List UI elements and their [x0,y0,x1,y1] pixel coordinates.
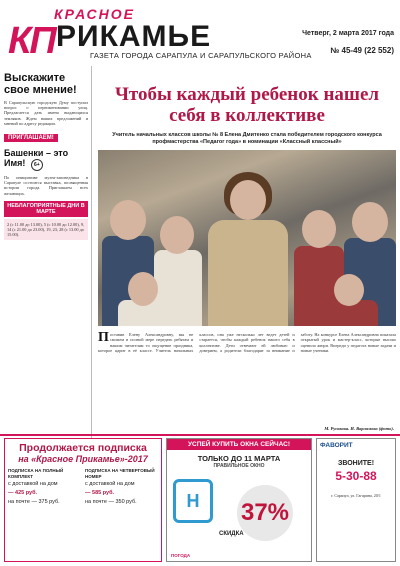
call-label: ЗВОНИТЕ! [337,460,375,467]
issue-date: Четверг, 2 марта 2017 года [302,30,394,37]
bashni-title: Башенки – это Имя! [4,148,69,169]
unfavorable-days-text: 2 (с 11.00 до 13.00), 5 (с 10.00 до 12.00), 9, 14 (с 21.00 до 23.00), 19, 23, 28 (с 13.00 до 15.00). [4,219,88,241]
bashni-heading[interactable] [4,148,88,171]
invite-badge: ПРИГЛАШАЕМ! [4,134,58,142]
child-face [334,274,364,306]
masthead [0,0,400,62]
advert-address: г. Сарапул, ул. Гагарина, 20/1 [331,493,381,498]
option-line: с доставкой на дом [8,481,58,487]
windows-advert[interactable] [166,438,312,562]
logo-letters: КП [8,20,55,62]
option-line: с доставкой на дом [85,481,135,487]
subscription-option-thursday[interactable] [85,468,158,506]
discount-label: СКИДКА [219,531,244,537]
teacher-face [230,180,266,220]
advert-banner: УСПЕЙ КУПИТЬ ОКНА СЕЙЧАС! [167,439,311,450]
advert-title: ТОЛЬКО ДО 11 МАРТА [197,454,281,463]
advert-logo: Н [173,479,213,523]
advert-subtitle: ПРАВИЛЬНОЕ ОКНО [213,463,265,469]
vote-text: В Сарапульскую городскую Думу поступил вопрос о переименовании улиц. Предлагается дать имена выдающихся земляков. Ждем ваших предложений и мнений по адресу редакции. [4,100,88,126]
article-body [98,332,396,424]
article-dropcap: П [98,330,109,345]
child-face [128,272,158,306]
subscription-options [5,468,161,506]
subscription-subtitle: на «Красное Прикамье»-2017 [18,454,148,464]
main-headline[interactable]: Чтобы каждый ребенок нашел себя в коллективе [114,84,380,126]
weather-label: ПОГОДА [171,553,191,558]
article-text: оставив Елену Александровну, мы не сможем в полной мере передать ребятам и нашим читателям то ощущение праздника, которое царит в её классе. Учитель начальных классов, она уже несколько лет ведет детей и старается, чтобы каждый ребенок нашел себя в коллективе. Дети отвечают ей любовью и доверием, а родители благодарят за внимание и заботу. На конкурсе Елена Александровна показала открытый урок и мастер-класс, которые высоко оценило жюри. Впереди у педагога новые задачи и новые ученики. [98,332,396,353]
option-line: на почте — 375 руб. [8,499,60,505]
option-heading: ПОДПИСКА НА ПОЛНЫЙ КОМПЛЕКТ [8,468,64,479]
phone-number[interactable]: 5-30-88 [335,469,377,483]
vote-heading[interactable]: Выскажите свое мнение! [4,72,77,96]
classroom-photo[interactable] [98,150,396,326]
option-price: — 585 руб. [85,490,115,496]
option-price: — 425 руб. [8,490,38,496]
title-prikamye: РИКАМЬЕ [56,20,212,53]
issue-number: № 45-49 (22 552) [330,46,394,55]
bashni-text: По инициативе музея-заповедника в Сарапуле состоится выставка, посвященная истории города. Приглашаем всех желающих. [4,175,88,196]
child-face [302,210,336,248]
option-heading: ПОДПИСКА НА ЧЕТВЕРГОВЫЙ НОМЕР [85,468,155,479]
tagline: ГАЗЕТА ГОРОДА САРАПУЛА И САРАПУЛЬСКОГО РАЙОНА [90,51,312,60]
option-line: на почте — 350 руб. [85,499,137,505]
subscription-title: Продолжается подписка [19,442,147,454]
title-krasnoe: КРАСНОЕ [54,6,135,22]
child-face [110,200,146,240]
favorit-advert[interactable] [316,438,396,562]
article-byline: М. Русакова. И. Варламова (фото). [324,426,394,431]
subscription-option-full[interactable] [8,468,81,506]
age-rating-badge: 6+ [31,159,43,171]
child-face [160,216,194,254]
subscription-promo[interactable] [4,438,162,562]
left-column [4,66,92,492]
child-face [352,202,388,242]
discount-badge: 37% [237,485,293,541]
unfavorable-days-heading: НЕБЛАГОПРИЯТНЫЕ ДНИ В МАРТЕ [4,201,88,217]
teacher-figure [208,220,288,326]
favorit-brand: ФАВОРИТ [320,442,353,449]
main-subhead: Учитель начальных классов школы № 8 Елена Дмитенко стала победителем городского конкурса профмастерства «Педагог года» в номинации «Классный классный» [112,132,382,145]
